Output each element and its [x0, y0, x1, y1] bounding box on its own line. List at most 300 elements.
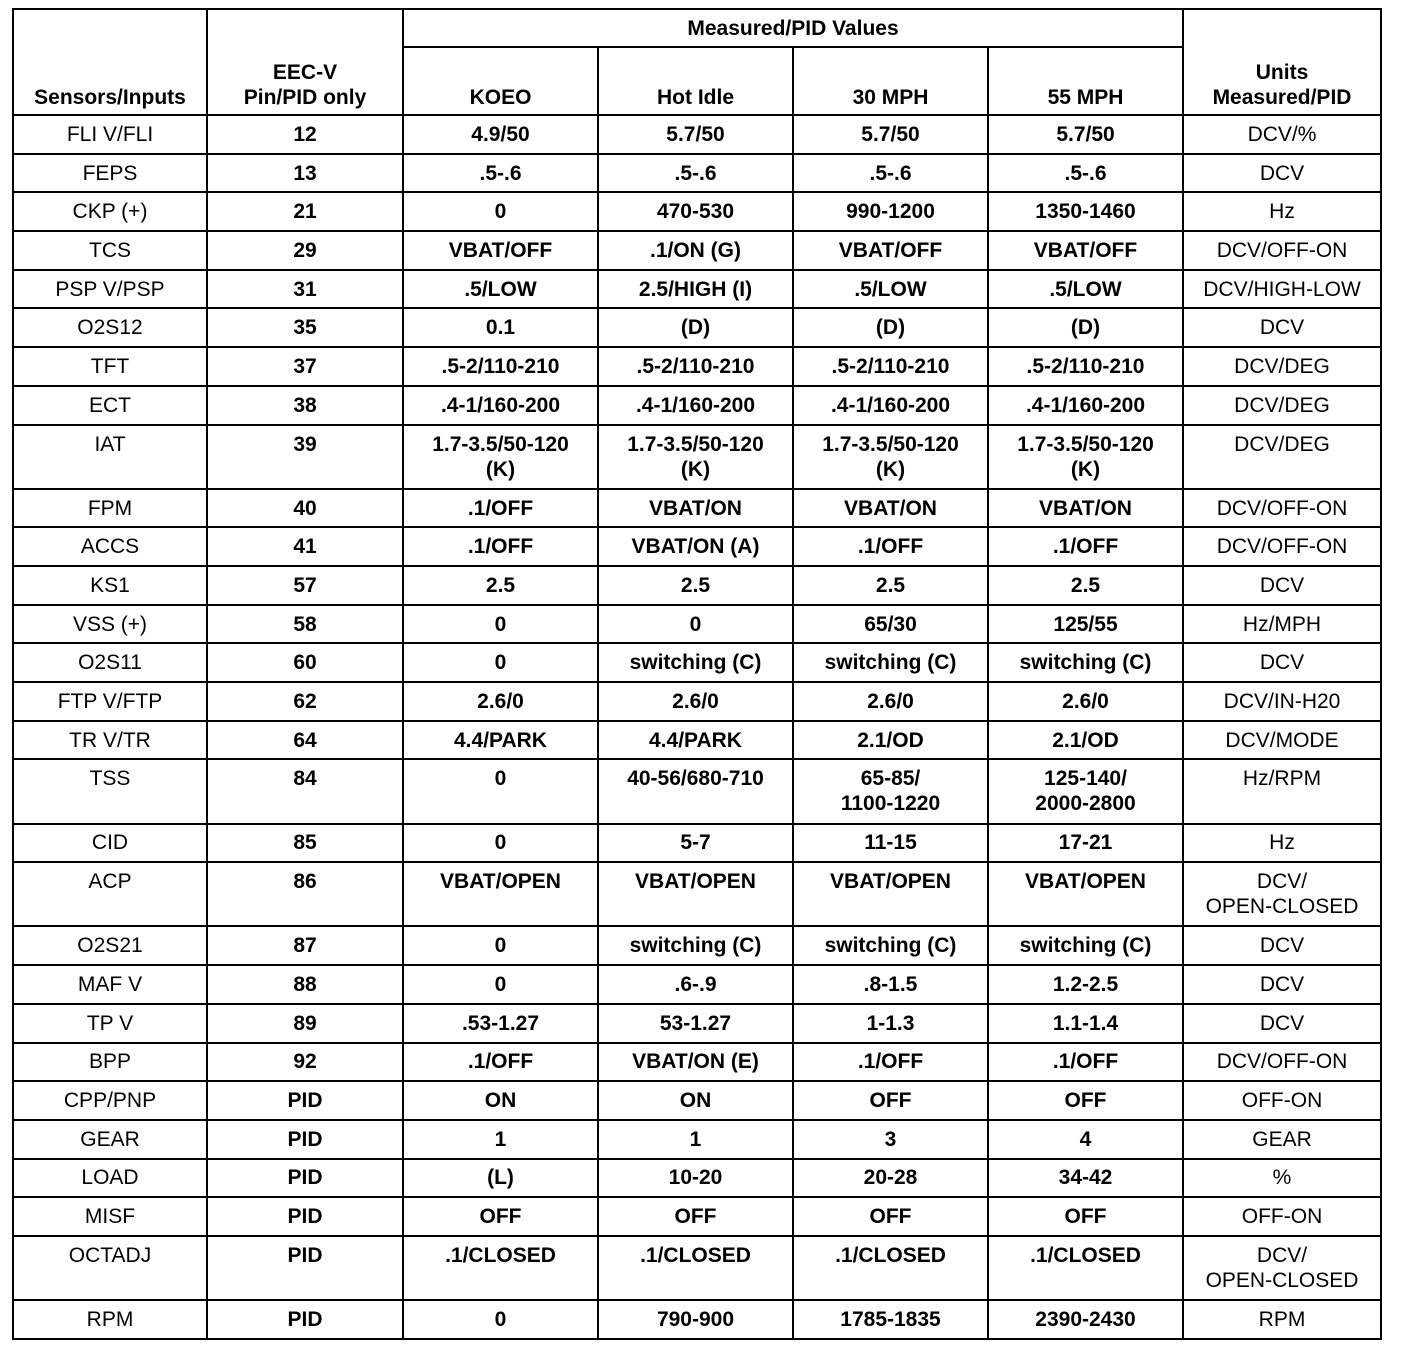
cell-line: .4-1/160-200	[830, 393, 951, 417]
hot-idle-cell	[598, 1120, 793, 1159]
mph-55-cell	[988, 965, 1183, 1004]
cell-line: 5.7/50	[861, 122, 920, 146]
sensor-cell: GEAR	[13, 1120, 207, 1159]
hot-idle-cell	[598, 192, 793, 231]
hot-idle-cell	[598, 386, 793, 425]
cell-line: DCV	[1259, 651, 1305, 675]
cell-line: DCV/	[1256, 870, 1308, 894]
mph-30-cell	[793, 643, 988, 682]
pin-cell: PID	[207, 1300, 403, 1339]
sensor-cell: LOAD	[13, 1159, 207, 1198]
cell-line: Hz	[1269, 831, 1295, 855]
koeo-cell	[403, 1300, 598, 1339]
pin-cell: 12	[207, 115, 403, 154]
mph-55-cell	[988, 1120, 1183, 1159]
sensor-cell: ACCS	[13, 527, 207, 566]
cell-line: .53-1.27	[461, 1011, 540, 1035]
cell-line: 790-900	[656, 1308, 735, 1332]
cell-line: DCV/HIGH-LOW	[1203, 277, 1361, 301]
koeo-cell	[403, 566, 598, 605]
units-cell	[1183, 1043, 1381, 1082]
hot-idle-cell	[598, 154, 793, 193]
mph-55-cell	[988, 1081, 1183, 1120]
hot-idle-cell	[598, 489, 793, 528]
cell-line: 2.6/0	[1062, 689, 1109, 713]
mph-55-cell	[988, 643, 1183, 682]
mph-55-cell	[988, 154, 1183, 193]
cell-line: OFF-ON	[1241, 1089, 1323, 1113]
cell-line: VBAT/OPEN	[1025, 870, 1146, 894]
pin-cell: PID	[207, 1120, 403, 1159]
koeo-cell	[403, 824, 598, 863]
sensor-cell: FTP V/FTP	[13, 682, 207, 721]
cell-line: 1350-1460	[1035, 200, 1136, 224]
table-row	[13, 308, 1381, 347]
cell-line: 1-1.3	[866, 1011, 915, 1035]
koeo-cell	[403, 270, 598, 309]
cell-line: VBAT/OPEN	[830, 870, 951, 894]
koeo-cell	[403, 759, 598, 823]
header-line: Units	[1255, 61, 1309, 84]
cell-line: .1/OFF	[857, 1050, 924, 1074]
cell-line: OFF	[1064, 1205, 1107, 1229]
cell-line: (K)	[485, 457, 516, 481]
header-30-mph: 30 MPH	[793, 47, 988, 115]
units-cell	[1183, 527, 1381, 566]
hot-idle-cell	[598, 605, 793, 644]
cell-line: .1/OFF	[467, 1050, 534, 1074]
cell-line: 125/55	[1053, 612, 1118, 636]
hot-idle-cell	[598, 1004, 793, 1043]
pin-cell: 85	[207, 824, 403, 863]
pin-cell: 35	[207, 308, 403, 347]
cell-line: DCV/OFF-ON	[1216, 535, 1348, 559]
mph-30-cell	[793, 824, 988, 863]
cell-line: DCV/IN-H20	[1223, 689, 1341, 713]
cell-line: DCV/	[1256, 1243, 1308, 1267]
cell-line: (K)	[1070, 457, 1101, 481]
koeo-cell	[403, 682, 598, 721]
cell-line: 0	[494, 831, 507, 855]
cell-line: 34-42	[1058, 1166, 1113, 1190]
cell-line: 2.1/OD	[857, 728, 924, 752]
cell-line: 2390-2430	[1035, 1308, 1136, 1332]
units-cell	[1183, 643, 1381, 682]
pin-cell: PID	[207, 1236, 403, 1300]
table-row	[13, 386, 1381, 425]
units-cell	[1183, 862, 1381, 926]
table-row	[13, 1004, 1381, 1043]
table-row	[13, 154, 1381, 193]
units-cell	[1183, 192, 1381, 231]
cell-line: .5/LOW	[1049, 277, 1122, 301]
hot-idle-cell	[598, 308, 793, 347]
cell-line: .1/CLOSED	[835, 1243, 946, 1267]
mph-30-cell	[793, 1159, 988, 1198]
pin-cell: 62	[207, 682, 403, 721]
mph-30-cell	[793, 605, 988, 644]
pin-cell: 29	[207, 231, 403, 270]
cell-line: .1/CLOSED	[1030, 1243, 1141, 1267]
sensor-cell: ECT	[13, 386, 207, 425]
koeo-cell	[403, 308, 598, 347]
header-hot-idle: Hot Idle	[598, 47, 793, 115]
cell-line: DCV	[1259, 316, 1305, 340]
table-row	[13, 1300, 1381, 1339]
cell-line: 1785-1835	[840, 1308, 941, 1332]
table-row	[13, 862, 1381, 926]
units-cell	[1183, 1120, 1381, 1159]
koeo-cell	[403, 386, 598, 425]
mph-55-cell	[988, 566, 1183, 605]
cell-line: 0	[494, 612, 507, 636]
cell-line: .5-.6	[479, 161, 522, 185]
mph-55-cell	[988, 926, 1183, 965]
koeo-cell	[403, 231, 598, 270]
cell-line: 0	[494, 1308, 507, 1332]
cell-line: ON	[679, 1089, 712, 1113]
cell-line: .4-1/160-200	[635, 393, 756, 417]
mph-30-cell	[793, 1300, 988, 1339]
table-row	[13, 759, 1381, 823]
cell-line: 2.5/HIGH (I)	[638, 277, 753, 301]
hot-idle-cell	[598, 824, 793, 863]
cell-line: switching (C)	[629, 651, 762, 675]
cell-line: .1/CLOSED	[445, 1243, 556, 1267]
sensor-cell: FEPS	[13, 154, 207, 193]
cell-line: OPEN-CLOSED	[1205, 895, 1359, 919]
mph-30-cell	[793, 965, 988, 1004]
cell-line: 1.7-3.5/50-120	[822, 432, 959, 456]
table-row	[13, 270, 1381, 309]
mph-30-cell	[793, 425, 988, 489]
cell-line: Hz/MPH	[1242, 612, 1322, 636]
cell-line: VBAT/OFF	[1033, 238, 1138, 262]
mph-30-cell	[793, 1004, 988, 1043]
header-measured-group: Measured/PID Values	[403, 9, 1183, 47]
cell-line: 0	[494, 200, 507, 224]
cell-line: VBAT/OFF	[838, 238, 943, 262]
cell-line: switching (C)	[824, 934, 957, 958]
table-row	[13, 682, 1381, 721]
mph-55-cell	[988, 1236, 1183, 1300]
cell-line: 2.1/OD	[1052, 728, 1119, 752]
sensor-cell: TCS	[13, 231, 207, 270]
table-row	[13, 489, 1381, 528]
mph-30-cell	[793, 270, 988, 309]
koeo-cell	[403, 115, 598, 154]
sensor-cell: TP V	[13, 1004, 207, 1043]
pin-cell: PID	[207, 1081, 403, 1120]
pin-cell: 60	[207, 643, 403, 682]
cell-line: 4.4/PARK	[649, 728, 742, 752]
koeo-cell	[403, 192, 598, 231]
cell-line: DCV/OFF-ON	[1216, 1050, 1348, 1074]
cell-line: DCV/OFF-ON	[1216, 496, 1348, 520]
mph-55-cell	[988, 231, 1183, 270]
pin-cell: 86	[207, 862, 403, 926]
mph-30-cell	[793, 308, 988, 347]
hot-idle-cell	[598, 1159, 793, 1198]
cell-line: .5-.6	[869, 161, 912, 185]
table-row	[13, 115, 1381, 154]
cell-line: 0	[494, 934, 507, 958]
pin-cell: 31	[207, 270, 403, 309]
cell-line: RPM	[1258, 1308, 1306, 1332]
pin-cell: 21	[207, 192, 403, 231]
cell-line: %	[1272, 1166, 1292, 1190]
cell-line: 65-85/	[860, 767, 921, 791]
koeo-cell	[403, 721, 598, 760]
header-line: Sensors/Inputs	[34, 86, 186, 109]
cell-line: .1/CLOSED	[640, 1243, 751, 1267]
mph-55-cell	[988, 270, 1183, 309]
hot-idle-cell	[598, 759, 793, 823]
cell-line: 5.7/50	[1056, 122, 1115, 146]
sensor-cell: CPP/PNP	[13, 1081, 207, 1120]
mph-55-cell	[988, 1197, 1183, 1236]
units-cell	[1183, 115, 1381, 154]
table-row	[13, 605, 1381, 644]
cell-line: (D)	[680, 316, 711, 340]
units-cell	[1183, 965, 1381, 1004]
hot-idle-cell	[598, 643, 793, 682]
header-koeo: KOEO	[403, 47, 598, 115]
units-cell	[1183, 824, 1381, 863]
mph-30-cell	[793, 721, 988, 760]
cell-line: OPEN-CLOSED	[1205, 1268, 1359, 1292]
units-cell	[1183, 270, 1381, 309]
cell-line: 4.9/50	[471, 122, 530, 146]
koeo-cell	[403, 527, 598, 566]
mph-30-cell	[793, 682, 988, 721]
header-line: Pin/PID only	[243, 86, 367, 109]
koeo-cell	[403, 965, 598, 1004]
pin-cell: 39	[207, 425, 403, 489]
table-row	[13, 643, 1381, 682]
koeo-cell	[403, 1120, 598, 1159]
cell-line: .1/OFF	[857, 535, 924, 559]
cell-line: (D)	[1070, 316, 1101, 340]
cell-line: VBAT/OPEN	[635, 870, 756, 894]
cell-line: switching (C)	[1019, 651, 1152, 675]
mph-55-cell	[988, 527, 1183, 566]
cell-line: .5-2/110-210	[441, 354, 560, 378]
sensor-cell: TFT	[13, 347, 207, 386]
units-cell	[1183, 605, 1381, 644]
pin-cell: 40	[207, 489, 403, 528]
cell-line: 0.1	[485, 316, 516, 340]
cell-line: 11-15	[864, 831, 917, 855]
hot-idle-cell	[598, 527, 793, 566]
cell-line: 0	[494, 767, 507, 791]
hot-idle-cell	[598, 926, 793, 965]
cell-line: 10-20	[668, 1166, 723, 1190]
mph-30-cell	[793, 1081, 988, 1120]
table-row	[13, 1236, 1381, 1300]
cell-line: DCV	[1259, 973, 1305, 996]
pin-cell: 57	[207, 566, 403, 605]
units-cell	[1183, 489, 1381, 528]
sensor-cell: O2S11	[13, 643, 207, 682]
units-cell	[1183, 1081, 1381, 1120]
units-cell	[1183, 566, 1381, 605]
cell-line: .8-1.5	[863, 973, 918, 996]
koeo-cell	[403, 154, 598, 193]
cell-line: OFF-ON	[1241, 1205, 1323, 1229]
cell-line: 5-7	[680, 831, 711, 855]
cell-line: 53-1.27	[659, 1011, 732, 1035]
cell-line: DCV	[1259, 573, 1305, 597]
cell-line: VBAT/ON (E)	[632, 1050, 759, 1074]
cell-line: .1/OFF	[1052, 535, 1119, 559]
koeo-cell	[403, 489, 598, 528]
cell-line: .4-1/160-200	[440, 393, 561, 417]
cell-line: 1.7-3.5/50-120	[627, 432, 764, 456]
sensor-cell: VSS (+)	[13, 605, 207, 644]
mph-55-cell	[988, 347, 1183, 386]
cell-line: 1	[494, 1127, 507, 1151]
pin-cell: 89	[207, 1004, 403, 1043]
mph-55-cell	[988, 682, 1183, 721]
hot-idle-cell	[598, 270, 793, 309]
pin-cell: 13	[207, 154, 403, 193]
hot-idle-cell	[598, 1236, 793, 1300]
mph-30-cell	[793, 566, 988, 605]
table-row	[13, 1081, 1381, 1120]
units-cell	[1183, 308, 1381, 347]
mph-55-cell	[988, 824, 1183, 863]
sensor-cell: ACP	[13, 862, 207, 926]
pin-cell: 38	[207, 386, 403, 425]
cell-line: OFF	[869, 1089, 912, 1113]
sensor-cell: O2S21	[13, 926, 207, 965]
pin-cell: 84	[207, 759, 403, 823]
cell-line: 3	[884, 1127, 897, 1151]
pin-cell: 87	[207, 926, 403, 965]
units-cell	[1183, 926, 1381, 965]
pin-cell: 37	[207, 347, 403, 386]
koeo-cell	[403, 1159, 598, 1198]
cell-line: 2.6/0	[477, 689, 524, 713]
mph-55-cell	[988, 425, 1183, 489]
table-row	[13, 425, 1381, 489]
cell-line: 2.6/0	[867, 689, 914, 713]
cell-line: 2.6/0	[672, 689, 719, 713]
mph-30-cell	[793, 759, 988, 823]
cell-line: .5-2/110-210	[831, 354, 950, 378]
pin-cell: 88	[207, 965, 403, 1004]
table-row	[13, 527, 1381, 566]
cell-line: VBAT/ON	[649, 496, 742, 520]
hot-idle-cell	[598, 347, 793, 386]
koeo-cell	[403, 605, 598, 644]
cell-line: 2000-2800	[1035, 792, 1136, 816]
cell-line: VBAT/ON	[1039, 496, 1132, 520]
mph-30-cell	[793, 926, 988, 965]
cell-line: (K)	[875, 457, 906, 481]
mph-55-cell	[988, 862, 1183, 926]
cell-line: .5/LOW	[464, 277, 537, 301]
units-cell	[1183, 347, 1381, 386]
hot-idle-cell	[598, 231, 793, 270]
sensor-cell: RPM	[13, 1300, 207, 1339]
sensor-cell: TSS	[13, 759, 207, 823]
sensor-cell: CKP (+)	[13, 192, 207, 231]
cell-line: DCV/DEG	[1234, 432, 1330, 456]
mph-30-cell	[793, 347, 988, 386]
pin-cell: PID	[207, 1197, 403, 1236]
cell-line: VBAT/OFF	[448, 238, 553, 262]
cell-line: switching (C)	[629, 934, 762, 958]
cell-line: DCV	[1259, 161, 1305, 185]
mph-30-cell	[793, 489, 988, 528]
table-row	[13, 965, 1381, 1004]
cell-line: 1100-1220	[840, 792, 941, 816]
mph-30-cell	[793, 386, 988, 425]
cell-line: 1	[689, 1127, 702, 1151]
table-row	[13, 824, 1381, 863]
pin-cell: 41	[207, 527, 403, 566]
units-cell	[1183, 759, 1381, 823]
units-cell	[1183, 425, 1381, 489]
mph-55-cell	[988, 489, 1183, 528]
pin-cell: 58	[207, 605, 403, 644]
cell-line: DCV/DEG	[1234, 393, 1330, 417]
koeo-cell	[403, 347, 598, 386]
cell-line: (L)	[487, 1166, 514, 1190]
cell-line: 1.7-3.5/50-120	[432, 432, 569, 456]
hot-idle-cell	[598, 1081, 793, 1120]
sensor-cell: KS1	[13, 566, 207, 605]
cell-line: Hz	[1269, 200, 1295, 224]
cell-line: 17-21	[1058, 831, 1113, 855]
cell-line: .4-1/160-200	[1025, 393, 1146, 417]
table-row	[13, 231, 1381, 270]
mph-30-cell	[793, 154, 988, 193]
pin-cell: 92	[207, 1043, 403, 1082]
cell-line: 4	[1079, 1127, 1092, 1151]
sensor-cell: OCTADJ	[13, 1236, 207, 1300]
hot-idle-cell	[598, 721, 793, 760]
mph-55-cell	[988, 605, 1183, 644]
cell-line: OFF	[479, 1205, 522, 1229]
cell-line: 125-140/	[1044, 767, 1127, 791]
cell-line: (D)	[875, 316, 906, 340]
header-55-mph: 55 MPH	[988, 47, 1183, 115]
koeo-cell	[403, 926, 598, 965]
cell-line: .1/OFF	[467, 496, 534, 520]
cell-line: (K)	[680, 457, 711, 481]
units-cell	[1183, 1197, 1381, 1236]
pid-reference-table	[12, 8, 1382, 1340]
cell-line: 0	[494, 973, 507, 996]
header-pin	[207, 9, 403, 115]
table-row	[13, 347, 1381, 386]
cell-line: DCV	[1259, 1011, 1305, 1035]
hot-idle-cell	[598, 1300, 793, 1339]
hot-idle-cell	[598, 1043, 793, 1082]
header-line: EEC-V	[272, 61, 338, 84]
table-row	[13, 1159, 1381, 1198]
cell-line: VBAT/ON	[844, 496, 937, 520]
cell-line: 1.2-2.5	[1052, 973, 1119, 996]
cell-line: 0	[494, 651, 507, 675]
mph-55-cell	[988, 192, 1183, 231]
koeo-cell	[403, 1004, 598, 1043]
cell-line: switching (C)	[824, 651, 957, 675]
mph-55-cell	[988, 1159, 1183, 1198]
